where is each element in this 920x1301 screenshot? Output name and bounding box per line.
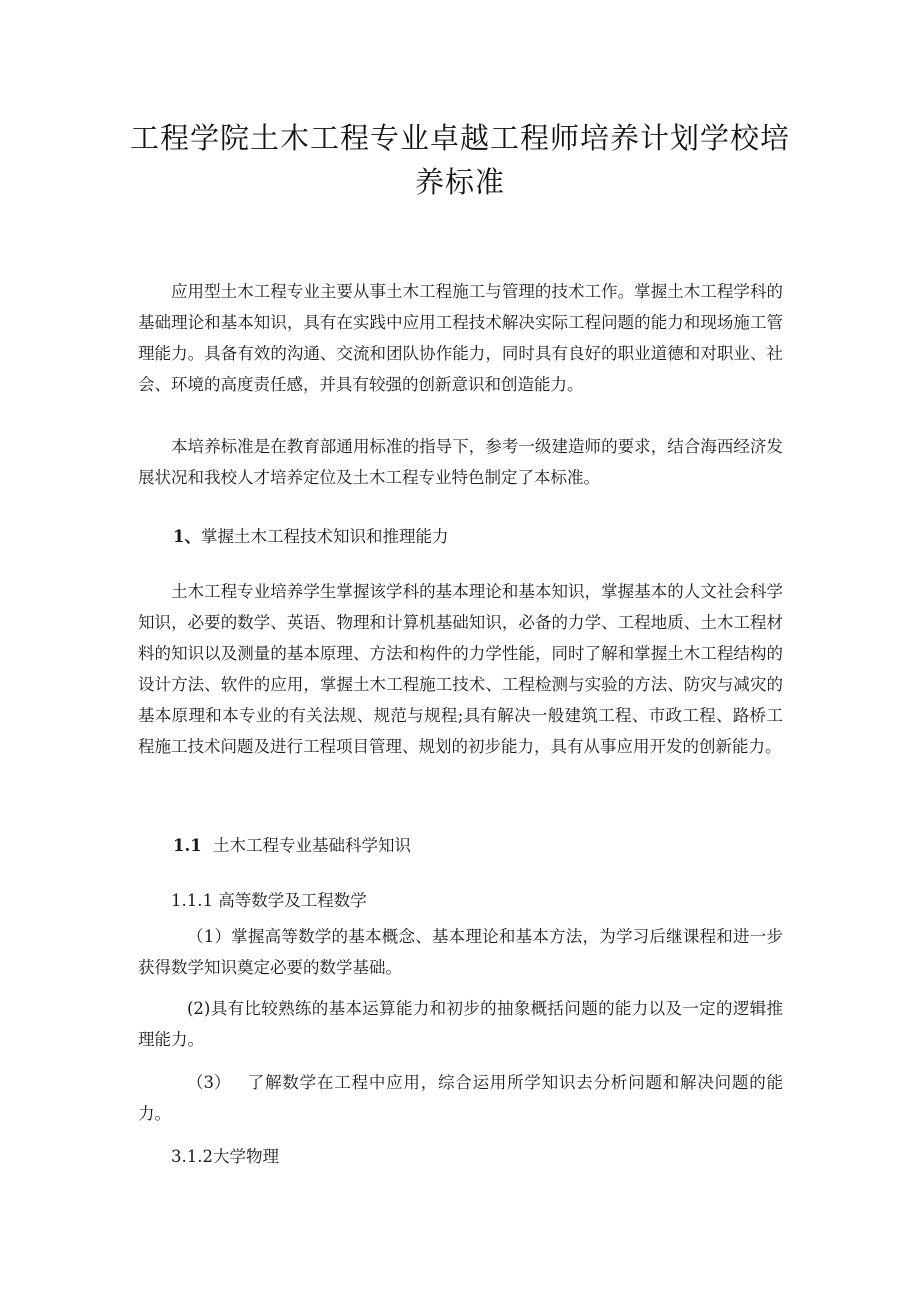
math-item-3-number: （3） bbox=[187, 1073, 231, 1092]
intro-paragraph-1: 应用型土木工程专业主要从事土木工程施工与管理的技术工作。掌握土木工程学科的基础理论和基本知识，具有在实践中应用工程技术解决实际工程问题的能力和现场施工管理能力。具备有效的沟通、交流和团队协作能力，同时具有良好的职业道德和对职业、社会、环境的高度责任感，并具有较强的创新意识和创造能力。 bbox=[138, 282, 783, 394]
math-item-1: （1）掌握高等数学的基本概念、基本理论和基本方法，为学习后继课程和进一步获得数学知识奠定必要的数学基础。 bbox=[138, 927, 783, 977]
math-item-3 bbox=[138, 1067, 783, 1129]
section-1-body: 土木工程专业培养学生掌握该学科的基本理论和基本知识，掌握基本的人文社会科学知识，必要的数学、英语、物理和计算机基础知识，必备的力学、工程地质、土木工程材料的知识以及测量的基本原理、方法和构件的力学性能，同时了解和掌握土木工程结构的设计方法、软件的应用，掌握土木工程施工技术、工程检测与实验的方法、防灾与减灾的基本原理和本专业的有关法规、规范与规程;具有解决一般建筑工程、市政工程、路桥工程施工技术问题及进行工程项目管理、规划的初步能力，具有从事应用开发的创新能力。 bbox=[138, 582, 783, 756]
section-1-1-title: 土木工程专业基础科学知识 bbox=[213, 836, 411, 855]
intro-paragraph-2: 本培养标准是在教育部通用标准的指导下，参考一级建造师的要求，结合海西经济发展状况和我校人才培养定位及土木工程专业特色制定了本标准。 bbox=[138, 437, 783, 487]
section-1-1-number: 1.1 bbox=[173, 836, 202, 855]
section-1-1-1-heading: 1.1.1 高等数学及工程数学 bbox=[171, 891, 367, 910]
math-item-2: (2)具有比较熟练的基本运算能力和初步的抽象概括问题的能力以及一定的逻辑推理能力。 bbox=[138, 999, 783, 1049]
section-1-heading bbox=[138, 521, 783, 552]
section-1-title: 掌握土木工程技术知识和推理能力 bbox=[200, 527, 449, 546]
section-1-number: 1、 bbox=[173, 527, 201, 546]
section-1-1-heading bbox=[138, 830, 783, 861]
section-3-1-2-heading: 3.1.2大学物理 bbox=[171, 1147, 279, 1166]
page-title: 工程学院土木工程专业卓越工程师培养计划学校培养标准 bbox=[129, 121, 790, 199]
math-item-3-text: 了解数学在工程中应用，综合运用所学知识去分析问题和解决问题的能力。 bbox=[138, 1073, 783, 1123]
